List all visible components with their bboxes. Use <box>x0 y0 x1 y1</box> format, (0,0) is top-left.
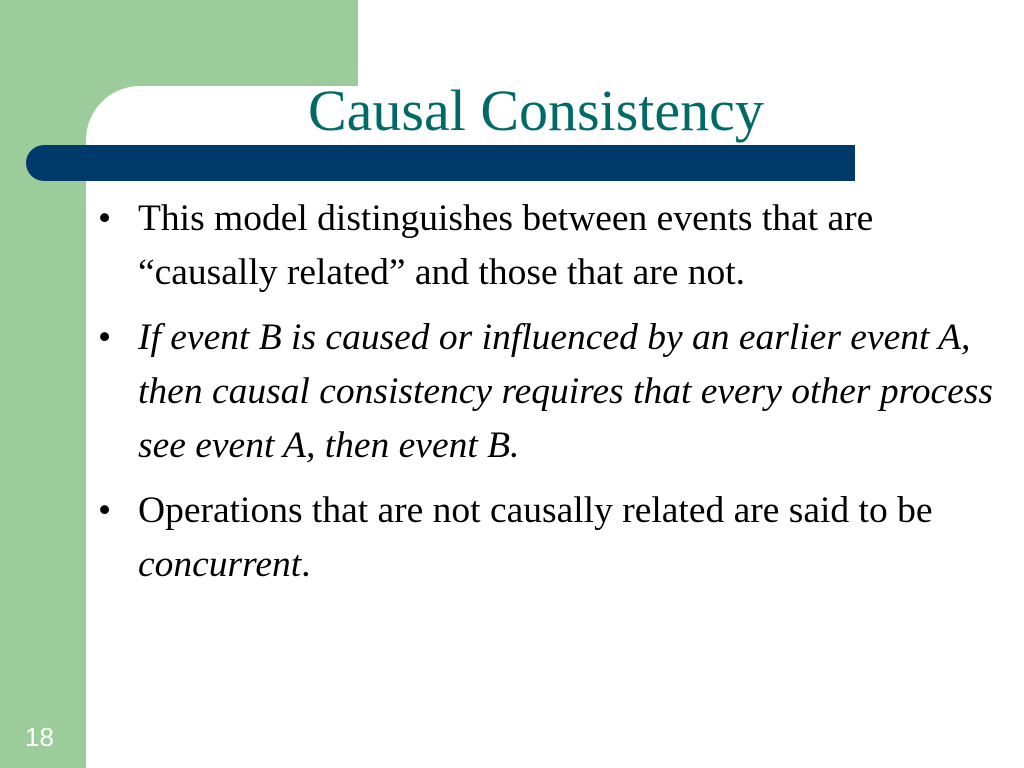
bullet-icon: • <box>98 198 112 239</box>
bullet-text-end: . <box>301 544 311 585</box>
bullet-item <box>98 311 1003 473</box>
bullet-list <box>98 192 1003 603</box>
bullet-text: This model distinguishes between events that are “causally related” and those that are not. <box>138 198 874 293</box>
bullet-item <box>98 192 1003 300</box>
bullet-emphasis: concurrent <box>138 544 302 585</box>
bullet-text: Operations that are not causally related are said to be <box>138 490 933 531</box>
title-underline-bar <box>26 145 855 181</box>
bullet-icon: • <box>98 490 112 531</box>
page-number: 18 <box>25 722 54 752</box>
bullet-item <box>98 484 1003 592</box>
bullet-icon: • <box>98 317 112 358</box>
slide-title: Causal Consistency <box>308 78 764 143</box>
bullet-text: If event B is caused or influenced by an earlier event A, then causal consistency requires that every other process see event A, then event B. <box>138 317 993 466</box>
